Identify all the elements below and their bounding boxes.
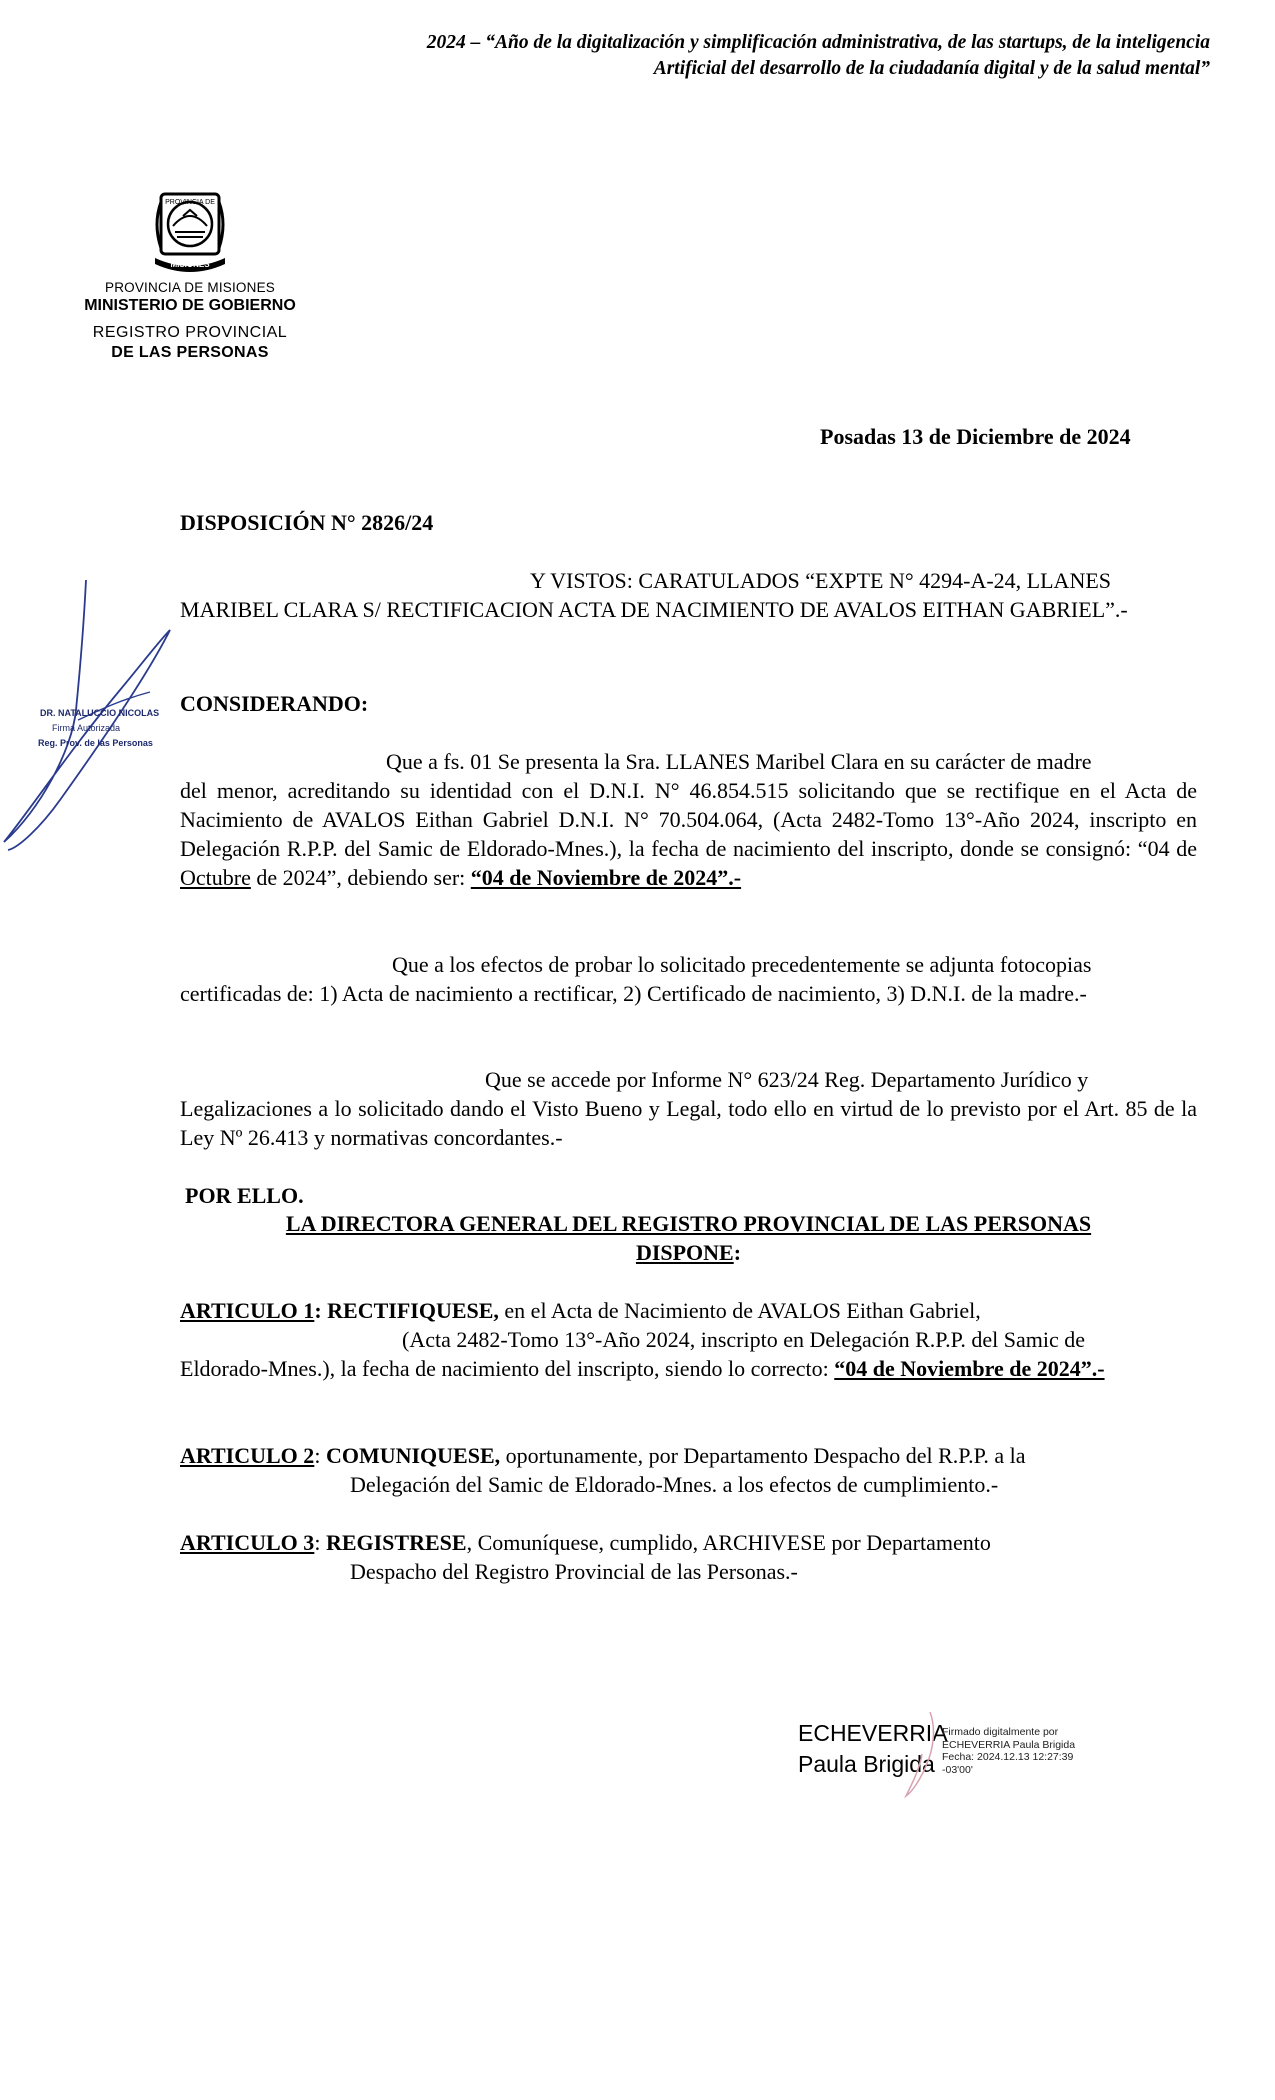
sig-meta-line-1: Firmado digitalmente por <box>942 1726 1059 1738</box>
art2-line-2: Delegación del Samic de Eldorado-Mnes. a los efectos de cumplimiento.- <box>350 1472 999 1497</box>
dispone-word: DISPONE <box>635 1240 734 1265</box>
p3-first-line: Que se accede por Informe N° 623/24 Reg. Departamento Jurídico y <box>485 1067 1089 1092</box>
header-line-2: Artificial del desarrollo de la ciudadanía digital y de la salud mental” <box>653 58 1210 79</box>
directora-heading: LA DIRECTORA GENERAL DEL REGISTRO PROVINCIAL DE LAS PERSONAS <box>285 1211 1092 1236</box>
art1-rest-block <box>180 1354 1197 1383</box>
art3-first-line <box>180 1528 1197 1557</box>
signature-flourish-icon <box>896 1708 942 1800</box>
art1-keyword: RECTIFIQUESE, <box>321 1298 499 1323</box>
dispone-heading <box>180 1238 1197 1267</box>
p1-correct-date: “04 de Noviembre de 2024”.- <box>470 865 742 890</box>
art3-label: ARTICULO 3 <box>180 1530 315 1555</box>
art1-first-line <box>180 1296 1197 1325</box>
articulo-3 <box>180 1528 1197 1586</box>
sig-meta-line-2: ECHEVERRIA Paula Brigida <box>942 1738 1076 1751</box>
crest-text-bottom: MISIONES <box>170 260 210 269</box>
p3-rest: Legalizaciones a lo solicitado dando el Visto Bueno y Legal, todo ello en virtud de lo previsto por el Art. 85 de la Ley Nº 26.413 y normativas concordantes.- <box>180 1096 1197 1150</box>
disposicion-number: DISPOSICIÓN N° 2826/24 <box>180 510 434 535</box>
art3-first-rest: , Comuníquese, cumplido, ARCHIVESE por Departamento <box>466 1530 991 1555</box>
considerando-heading: CONSIDERANDO: <box>180 691 369 716</box>
vistos-paragraph <box>180 566 1197 624</box>
art2-colon: : <box>314 1443 326 1468</box>
document-date: Posadas 13 de Diciembre de 2024 <box>820 424 1131 449</box>
p2-rest: certificadas de: 1) Acta de nacimiento a rectificar, 2) Certificado de nacimiento, 3) D.N.I. de la madre.- <box>180 981 1087 1006</box>
signer-given-names: Paula Brigida <box>798 1751 935 1777</box>
logo-ministry: MINISTERIO DE GOBIERNO <box>84 297 296 314</box>
logo-registry: REGISTRO PROVINCIAL <box>92 324 288 341</box>
vistos-rest: MARIBEL CLARA S/ RECTIFICACION ACTA DE NACIMIENTO DE AVALOS EITHAN GABRIEL”.- <box>180 597 1128 622</box>
dispone-colon: : <box>733 1240 742 1265</box>
p2-first-line: Que a los efectos de probar lo solicitado precedentemente se adjunta fotocopias <box>392 952 1092 977</box>
header-line-1: 2024 – “Año de la digitalización y simplificación administrativa, de las startups, de la inteligencia <box>426 32 1210 53</box>
por-ello: POR ELLO. <box>185 1183 304 1208</box>
sig-meta-line-3: Fecha: 2024.12.13 12:27:39 <box>942 1751 1074 1763</box>
art2-first-line <box>180 1441 1197 1470</box>
vistos-first-line: Y VISTOS: CARATULADOS “EXPTE N° 4294-A-24, LLANES <box>530 568 1112 593</box>
side-sig-line-3: Reg. Prov. de las Personas <box>38 738 153 748</box>
p1-rest-a: del menor, acreditando su identidad con el D.N.I. N° 46.854.515 solicitando que se rectifique en el Acta de Nacimiento de AVALOS Eithan Gabriel D.N.I. N° 70.504.064, (Acta 2482-Tomo 13°-Año 2024, inscripto en Delegación R.P.P. del Samic de Eldorado-Mnes.), la fecha de nacimiento del inscripto, donde se consignó: “04 de <box>180 778 1197 861</box>
art3-line-2: Despacho del Registro Provincial de las Personas.- <box>350 1559 798 1584</box>
side-sig-line-2: Firma Autorizada <box>52 723 121 733</box>
art1-line-2: (Acta 2482-Tomo 13°-Año 2024, inscripto en Delegación R.P.P. del Samic de <box>402 1327 1086 1352</box>
p1-underlined-month: Octubre <box>180 865 251 890</box>
art1-rest: Eldorado-Mnes.), la fecha de nacimiento del inscripto, siendo lo correcto: <box>180 1356 835 1381</box>
crest-text-top: PROVINCIA DE <box>165 199 215 206</box>
logo-registry-sub: DE LAS PERSONAS <box>111 344 269 361</box>
p1-body <box>180 776 1197 892</box>
art1-label: ARTICULO 1 <box>180 1298 315 1323</box>
logo-province: PROVINCIA DE MISIONES <box>105 280 275 295</box>
articulo-1 <box>180 1296 1197 1383</box>
header-motto <box>330 30 1210 82</box>
art3-colon: : <box>314 1530 326 1555</box>
considerando-paragraph-2 <box>180 950 1197 1008</box>
art3-keyword: REGISTRESE <box>325 1530 467 1555</box>
art2-keyword: COMUNIQUESE, <box>325 1443 501 1468</box>
side-signature <box>0 580 180 865</box>
digital-signature-metadata <box>942 1726 1075 1776</box>
handwritten-signature-icon <box>0 580 180 860</box>
art1-correct-date: “04 de Noviembre de 2024”.- <box>834 1356 1105 1381</box>
province-crest-icon <box>145 188 235 274</box>
p1-rest-b: de 2024”, debiendo ser: <box>250 865 471 890</box>
art2-label: ARTICULO 2 <box>180 1443 315 1468</box>
art1-colon: : <box>314 1298 322 1323</box>
articulo-2 <box>180 1441 1197 1499</box>
side-sig-line-1: DR. NATALUCCIO NICOLAS <box>40 708 160 718</box>
considerando-paragraph-1 <box>180 747 1197 892</box>
art2-first-rest: oportunamente, por Departamento Despacho del R.P.P. a la <box>500 1443 1026 1468</box>
considerando-paragraph-3 <box>180 1065 1197 1152</box>
institution-logo <box>60 188 320 363</box>
signer-surname: ECHEVERRIA <box>798 1720 948 1746</box>
art1-first-rest: en el Acta de Nacimiento de AVALOS Eithan Gabriel, <box>498 1298 981 1323</box>
sig-meta-line-4: -03'00' <box>942 1763 973 1776</box>
p1-first-line: Que a fs. 01 Se presenta la Sra. LLANES Maribel Clara en su carácter de madre <box>386 749 1092 774</box>
